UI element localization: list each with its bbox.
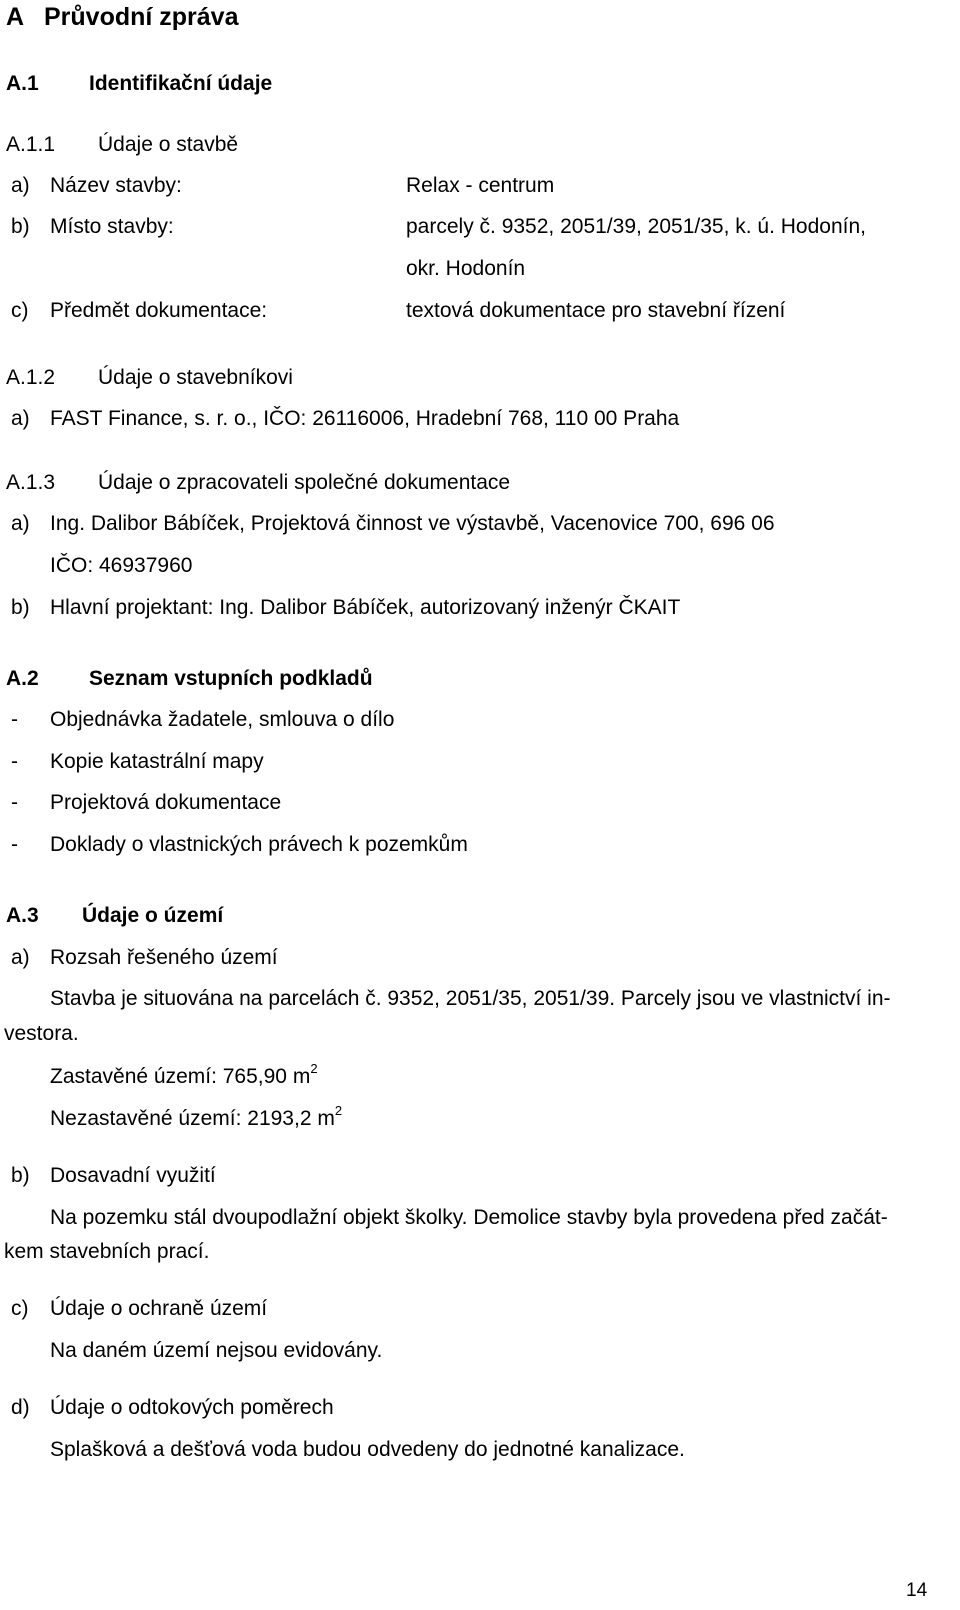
section-title-a2: Seznam vstupních podkladů — [89, 667, 373, 690]
item-title-previous-use: Dosavadní využití — [50, 1164, 216, 1187]
list-marker: a) — [11, 512, 30, 535]
section-number-a3: A.3 — [6, 904, 39, 927]
list-marker: - — [11, 750, 18, 773]
field-value-building-name: Relax - centrum — [406, 174, 555, 197]
list-marker: d) — [11, 1396, 30, 1419]
field-value-location: parcely č. 9352, 2051/39, 2051/35, k. ú. Hodonín, — [406, 215, 866, 238]
page-title: Průvodní zpráva — [44, 3, 239, 31]
built-up-area: Zastavěné území: 765,90 $m^2$ — [50, 1061, 318, 1088]
designer-details: Ing. Dalibor Bábíček, Projektová činnost ve výstavbě, Vacenovice 700, 696 06 — [50, 512, 775, 535]
drainage-text: Splašková a dešťová voda budou odvedeny do jednotné kanalizace. — [50, 1438, 685, 1461]
field-label-building-name: Název stavby: — [50, 174, 182, 197]
list-marker: b) — [11, 596, 30, 619]
list-item: Projektová dokumentace — [50, 791, 282, 814]
designer-id: IČO: 46937960 — [50, 554, 193, 577]
list-marker: - — [11, 708, 18, 731]
extent-paragraph: Stavba je situována na parcelách č. 9352, 2051/35, 2051/39. Parcely jsou ve vlastnictví in- — [50, 987, 891, 1010]
extent-paragraph-cont: vestora. — [4, 1022, 79, 1045]
investor-details: FAST Finance, s. r. o., IČO: 26116006, Hradební 768, 110 00 Praha — [50, 407, 680, 430]
list-item: Objednávka žadatele, smlouva o dílo — [50, 708, 395, 731]
subsection-title-a13: Údaje o zpracovateli společné dokumentace — [98, 471, 511, 494]
item-title-drainage: Údaje o odtokových poměrech — [50, 1396, 334, 1419]
protection-text: Na daném území nejsou evidovány. — [50, 1339, 383, 1362]
previous-use-paragraph: Na pozemku stál dvoupodlažní objekt školky. Demolice stavby byla provedena před začát- — [50, 1206, 888, 1229]
field-label-location: Místo stavby: — [50, 215, 174, 238]
item-title-protection: Údaje o ochraně území — [50, 1297, 268, 1320]
subsection-title-a11: Údaje o stavbě — [98, 133, 239, 156]
list-marker: - — [11, 791, 18, 814]
list-marker: - — [11, 833, 18, 856]
list-marker: b) — [11, 1164, 30, 1187]
page-number: 14 — [906, 1580, 928, 1601]
field-value-subject: textová dokumentace pro stavební řízení — [406, 299, 786, 322]
section-title-a1: Identifikační údaje — [89, 72, 273, 95]
chapter-letter: A — [6, 3, 25, 31]
list-marker: c) — [11, 299, 29, 322]
subsection-number-a13: A.1.3 — [6, 471, 56, 494]
field-value-location-line2: okr. Hodonín — [406, 257, 526, 280]
section-number-a2: A.2 — [6, 667, 39, 690]
field-label-subject: Předmět dokumentace: — [50, 299, 268, 322]
subsection-number-a12: A.1.2 — [6, 366, 56, 389]
list-item: Doklady o vlastnických právech k pozemkům — [50, 833, 468, 856]
list-marker: a) — [11, 407, 30, 430]
list-marker: c) — [11, 1297, 29, 1320]
list-item: Kopie katastrální mapy — [50, 750, 264, 773]
list-marker: a) — [11, 174, 30, 197]
list-marker: b) — [11, 215, 30, 238]
previous-use-paragraph-cont: kem stavebních prací. — [4, 1240, 210, 1263]
unbuilt-area: Nezastavěné území: 2193,2 $m^2$ — [50, 1103, 343, 1130]
subsection-number-a11: A.1.1 — [6, 133, 56, 156]
section-title-a3: Údaje o území — [82, 904, 224, 927]
chief-designer: Hlavní projektant: Ing. Dalibor Bábíček, autorizovaný inženýr ČKAIT — [50, 596, 681, 619]
list-marker: a) — [11, 946, 30, 969]
section-number-a1: A.1 — [6, 72, 39, 95]
item-title-extent: Rozsah řešeného území — [50, 946, 278, 969]
subsection-title-a12: Údaje o stavebníkovi — [98, 366, 293, 389]
